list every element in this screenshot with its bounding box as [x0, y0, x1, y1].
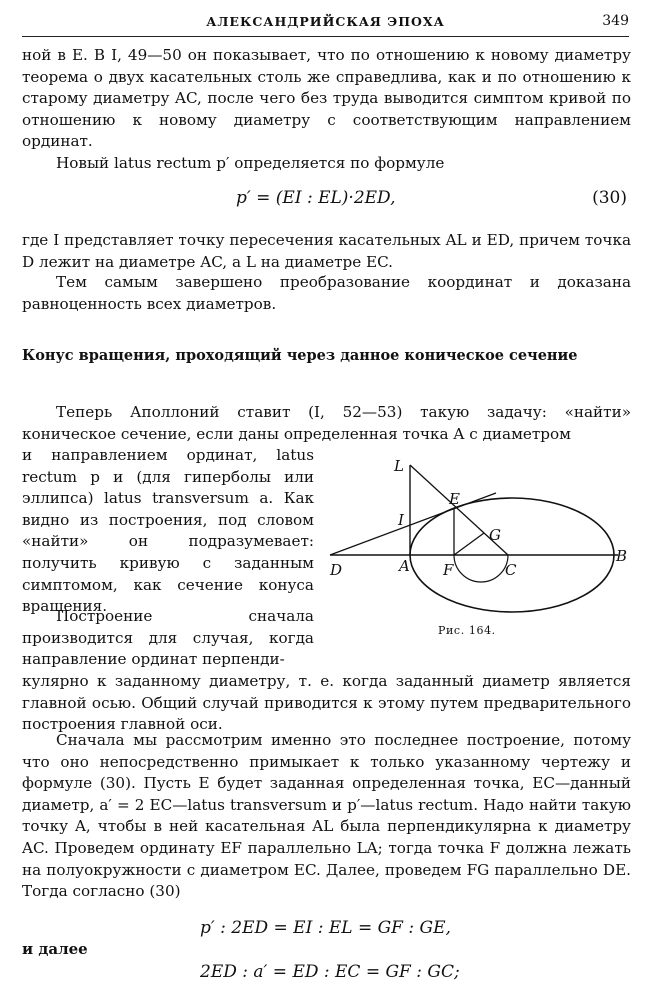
label-A: A: [399, 557, 410, 575]
label-B: B: [616, 547, 628, 565]
label-D: D: [330, 561, 343, 579]
label-G: G: [489, 526, 501, 544]
semicircle-ec: [454, 555, 508, 582]
paragraph-4: Тем самым завершено преобразование координат и доказана равноценность всех диаметров.: [22, 273, 631, 313]
label-C: C: [505, 561, 517, 579]
page-number: 349: [602, 13, 629, 29]
and-further-label: и далее: [22, 940, 88, 958]
label-I: I: [398, 511, 404, 529]
section-title: Конус вращения, проходящий через данное коническое сечение: [22, 347, 578, 364]
label-E: E: [449, 490, 460, 508]
label-F: F: [443, 561, 454, 579]
conic-diagram: [326, 455, 636, 620]
figure-164: [326, 455, 636, 620]
page-header: [22, 10, 629, 37]
formula-3: 2ED : a′ = ED : EC = GF : GC;: [200, 962, 460, 982]
figure-caption: Рис. 164.: [438, 624, 496, 637]
paragraph-6-rest: кулярно к заданному диаметру, т. е. когда заданный диаметр является главной осью. Общий случай приводится к этому путем предварительного построения главной оси.: [22, 672, 631, 734]
paragraph-1: ной в E. В I, 49—50 он показывает, что по отношению к новому диаметру теорема о двух касательных столь же справедлива, как и по отношению к старому диаметру AC, после чего без труда выводится симптом кривой по отношению к новому диаметру с соответствующим направлением ординат.: [22, 46, 631, 151]
tangent-de: [330, 493, 496, 555]
running-head: АЛЕКСАНДРИЙСКАЯ ЭПОХА: [206, 14, 445, 29]
paragraph-5-wrapped: и направлением ординат, latus rectum p и (для гиперболы или эллипса) latus transversum a. Как видно из построения, под словом «найти» он подразумевает: получить кривую с заданным симптомом, как сечение конуса вращения.: [22, 446, 314, 616]
line-fg: [454, 533, 484, 555]
paragraph-3: где I представляет точку пересечения касательных AL и ED, причем точка D лежит на диаметре AC, а L на диаметре EC.: [22, 231, 631, 271]
equation-number: (30): [592, 188, 627, 208]
paragraph-2: Новый latus rectum p′ определяется по формуле: [56, 154, 445, 172]
formula-30: p′ = (EI : EL)·2ED,: [236, 188, 396, 208]
formula-2: p′ : 2ED = EI : EL = GF : GE,: [200, 918, 451, 938]
paragraph-5: Теперь Аполлоний ставит (I, 52—53) такую задачу: «найти» коническое сечение, если даны определенная точка A с диаметром: [22, 403, 631, 443]
paragraph-6-wrapped: Построение сначала производится для случая, когда направление ординат перпенди-: [22, 607, 314, 669]
label-L: L: [394, 457, 404, 475]
paragraph-7: Сначала мы рассмотрим именно это последнее построение, потому что оно непосредственно примыкает к только указанному чертежу и формуле (30). Пусть E будет заданная определенная точка, EC—данный диаметр, a′ = 2 EC—latus transversum и p′—latus rectum. Надо найти такую точку A, чтобы в ней касательная AL была перпендикулярна к диаметру AC. Проведем ординату EF параллельно LA; тогда точка F должна лежать на полуокружности с диаметром EC. Далее, проведем FG параллельно DE. Тогда согласно (30): [22, 731, 631, 901]
